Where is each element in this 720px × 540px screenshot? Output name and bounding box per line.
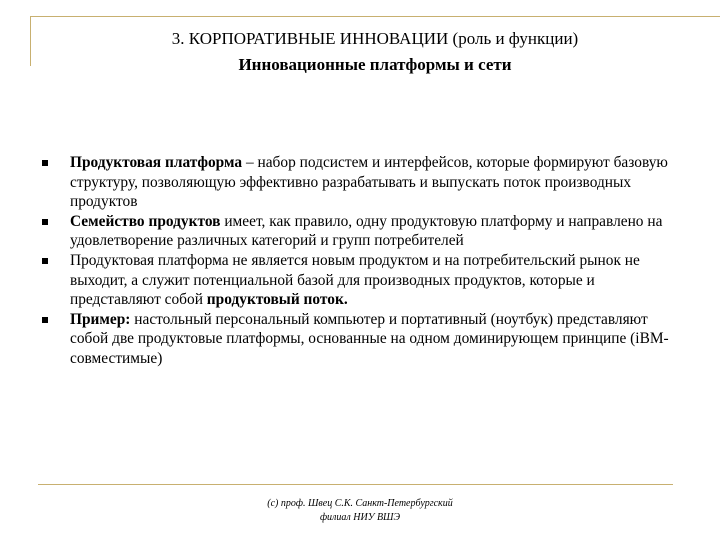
bullet-item bbox=[40, 153, 680, 212]
square-bullet-icon bbox=[42, 160, 48, 166]
square-bullet-icon bbox=[42, 317, 48, 323]
title-border-top bbox=[30, 16, 720, 17]
title-border-left bbox=[30, 16, 31, 66]
bullet-term: Продуктовая платформа bbox=[70, 154, 243, 171]
footer-line-2: филиал НИУ ВШЭ bbox=[319, 512, 401, 523]
bullet-text: – набор подсистем и интерфейсов, которые формируют базовую структуру, позволяющую эффективно разрабатывать и выпускать поток производных продуктов bbox=[70, 154, 668, 211]
square-bullet-icon bbox=[42, 219, 48, 225]
bullet-list bbox=[40, 153, 680, 369]
bullet-text: настольный персональный компьютер и портативный (ноутбук) представляют собой две продуктовые платформы, основанные на одном доминирующем принципе (iBM-совместимые) bbox=[70, 310, 669, 367]
bullet-item bbox=[40, 310, 680, 369]
bullet-term-end: продуктовый поток. bbox=[206, 291, 348, 309]
bullet-item bbox=[40, 251, 680, 310]
square-bullet-icon bbox=[42, 258, 48, 264]
footer-line-1: (с) проф. Швец С.К. Санкт-Петербургский bbox=[267, 498, 453, 509]
slide-title: 3. КОРПОРАТИВНЫЕ ИННОВАЦИИ (роль и функции) bbox=[171, 29, 579, 48]
footer-divider bbox=[38, 484, 673, 485]
title-block bbox=[40, 28, 710, 76]
bullet-item bbox=[40, 212, 680, 251]
bullet-term: Семейство продуктов bbox=[70, 212, 221, 230]
bullet-text: Продуктовая платформа не является новым продуктом и на потребительский рынок не выходит, а служит потенциальной базой для производных продуктов, которые и представляют собой bbox=[70, 251, 640, 309]
slide-subtitle: Инновационные платформы и сети bbox=[238, 55, 512, 74]
bullet-term: Пример: bbox=[70, 310, 131, 328]
bullet-text: имеет, как правило, одну продуктовую платформу и направлено на удовлетворение различных категорий и групп потребителей bbox=[70, 212, 663, 250]
footer bbox=[230, 497, 490, 525]
